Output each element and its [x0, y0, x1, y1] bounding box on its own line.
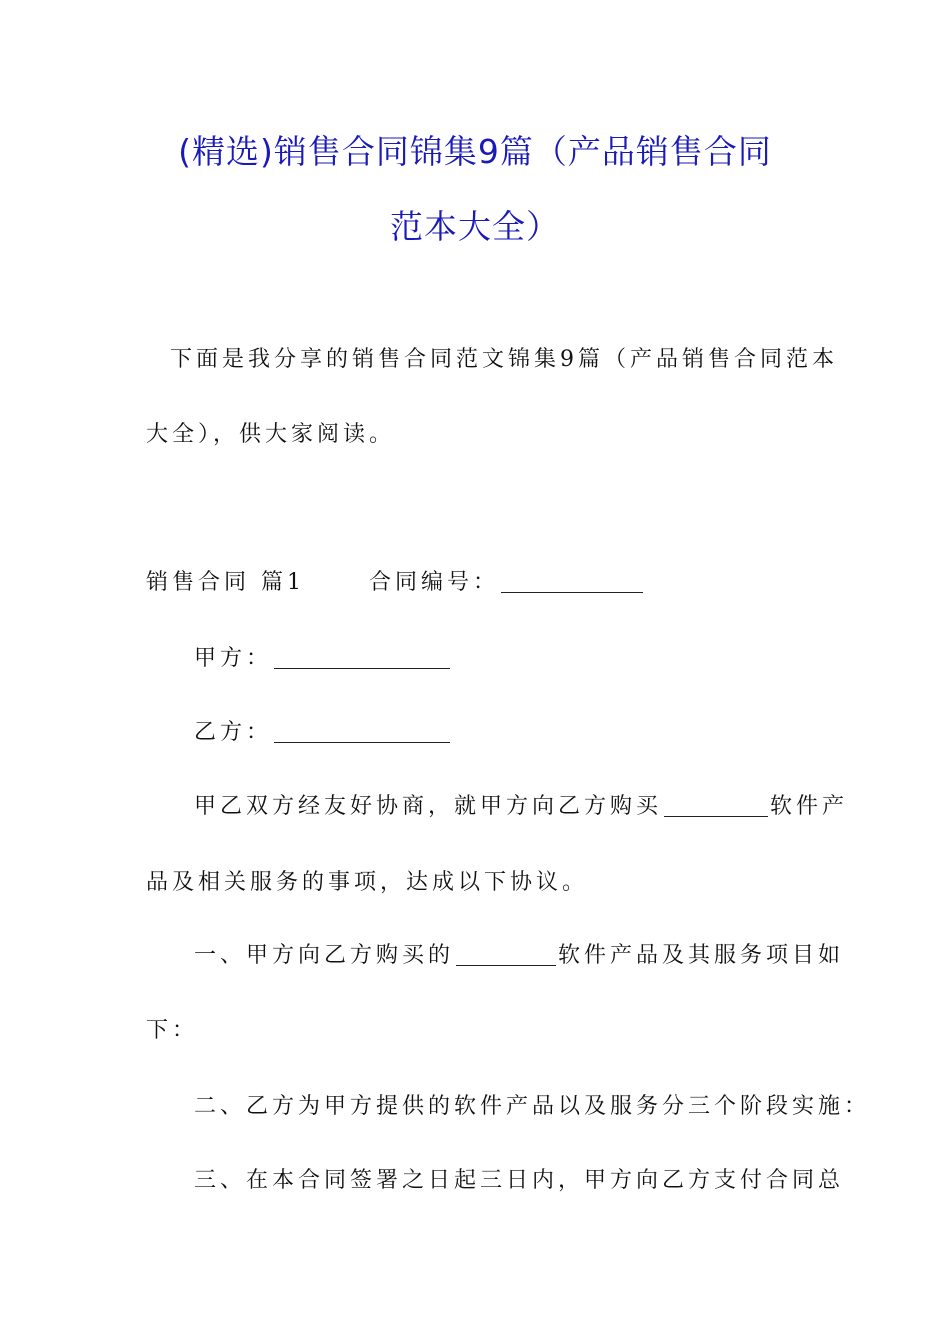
intro-line-2: 大全），供大家阅读。 [146, 422, 396, 447]
party-a-label: 甲方： [194, 646, 273, 671]
clause-1-text-cont: 软件产品及其服务项目如 [558, 943, 845, 968]
agreement-text-cont: 软件产 [770, 794, 849, 819]
intro-line-1: 下面是我分享的销售合同范文锦集9篇（产品销售合同范本 [170, 347, 838, 372]
party-b-line [194, 718, 452, 748]
clause-1-line-2: 下： [146, 1018, 199, 1043]
contract-number-label: 合同编号： [369, 570, 500, 595]
clause-1-blank [456, 943, 556, 966]
document-title-line-2: 范本大全） [390, 207, 560, 246]
party-a-blank [274, 646, 450, 669]
agreement-paragraph-line-2: 品及相关服务的事项，达成以下协议。 [146, 870, 589, 895]
clause-1-text: 一、甲方向乙方购买的 [194, 943, 455, 968]
contract-number-blank [501, 570, 643, 593]
clause-2: 二、乙方为甲方提供的软件产品以及服务分三个阶段实施： [194, 1094, 871, 1119]
contract-title: 销售合同 篇1 [146, 570, 305, 595]
party-a-line [194, 644, 452, 674]
contract-heading [146, 568, 645, 598]
agreement-paragraph-line-1 [194, 792, 848, 822]
party-b-blank [274, 720, 450, 743]
software-name-blank [664, 794, 768, 817]
document-title-line-1: (精选)销售合同锦集9篇（产品销售合同 [178, 132, 772, 171]
agreement-text: 甲乙双方经友好协商，就甲方向乙方购买 [194, 794, 663, 819]
clause-3: 三、在本合同签署之日起三日内，甲方向乙方支付合同总 [194, 1168, 845, 1193]
party-b-label: 乙方： [194, 720, 273, 745]
clause-1-line-1 [194, 941, 844, 971]
